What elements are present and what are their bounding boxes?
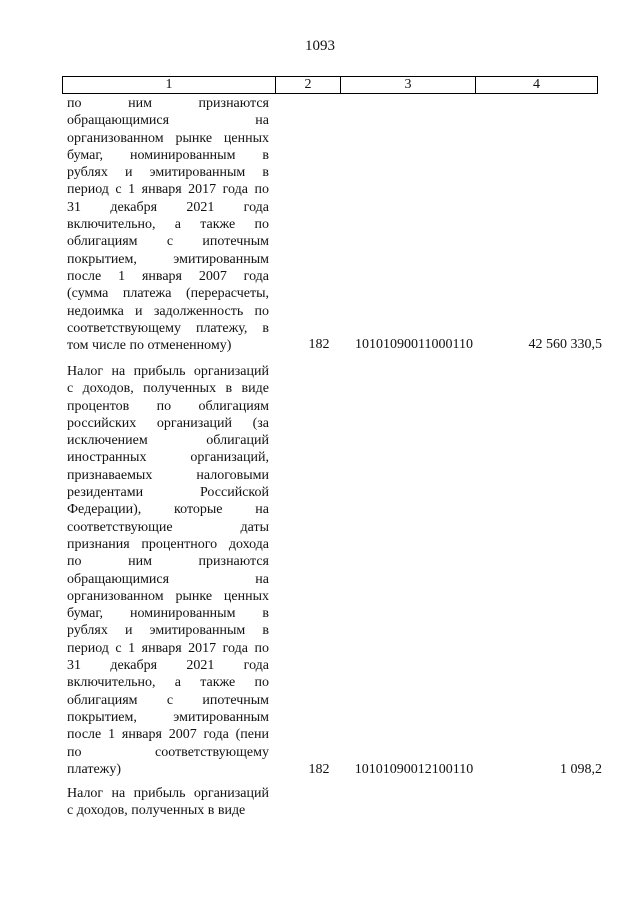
description-line: период с 1 января 2017 года по: [67, 182, 269, 198]
description-line: организованном рынке ценных: [67, 588, 269, 604]
description-line: рублях и эмитированным в: [67, 165, 269, 181]
description-line: Налог на прибыль организаций: [67, 786, 269, 801]
description-line: облигациям с ипотечным: [67, 692, 269, 708]
description-line: соответствующему платежу, в: [67, 320, 269, 336]
amount: 1 098,2: [560, 762, 602, 777]
description-line: платежу): [67, 761, 121, 777]
description-line: рублях и эмитированным в: [67, 623, 269, 639]
page-number: 1093: [305, 38, 335, 54]
description-line: 31 декабря 2021 года: [67, 199, 269, 215]
description-line: российских организаций (за: [67, 415, 269, 431]
description-line: покрытием, эмитированным: [67, 709, 269, 725]
description-line: признаваемых налоговыми: [67, 467, 269, 483]
description-line: (сумма платежа (перерасчеты,: [67, 286, 269, 302]
kbk-code: 10101090012100110: [354, 762, 474, 777]
description-line: облигациям с ипотечным: [67, 234, 269, 250]
description-line: включительно, а также по: [67, 675, 269, 691]
description-line: бумаг, номинированным в: [67, 606, 269, 622]
description-line: резидентами Российской: [67, 485, 269, 501]
description-line: по ним признаются: [67, 554, 269, 570]
description-line: с доходов, полученных в виде: [67, 803, 246, 819]
description-line: обращающимися на: [67, 571, 269, 587]
description-line: бумаг, номинированным в: [67, 147, 269, 163]
column-header-2: 2: [275, 77, 340, 93]
description-line: том числе по отмененному): [67, 338, 232, 354]
description-line: иностранных организаций,: [67, 450, 269, 466]
kbk-code: 10101090011000110: [355, 337, 473, 352]
description-line: после 1 января 2007 года (пени: [67, 727, 269, 743]
row-description: [67, 95, 269, 354]
description-line: по соответствующему: [67, 744, 269, 760]
admin-code: 182: [308, 762, 330, 777]
description-line: покрытием, эмитированным: [67, 251, 269, 267]
column-header-1: 1: [165, 77, 173, 92]
description-line: период с 1 января 2017 года по: [67, 640, 269, 656]
description-line: Налог на прибыль организаций: [67, 364, 269, 379]
table-row: [67, 95, 602, 354]
amount: 42 560 330,5: [528, 337, 602, 352]
description-line: с доходов, полученных в виде: [67, 381, 269, 397]
description-line: организованном рынке ценных: [67, 130, 269, 146]
table-row: [67, 363, 602, 778]
description-line: признания процентного дохода: [67, 536, 269, 552]
description-line: Федерации), которые на: [67, 502, 269, 518]
description-line: 31 декабря 2021 года: [67, 658, 269, 674]
table-row: [67, 785, 602, 820]
description-line: по ним признаются: [67, 96, 269, 111]
column-header-4: 4: [475, 77, 597, 93]
row-description: [67, 785, 269, 820]
description-line: после 1 января 2007 года: [67, 268, 269, 284]
description-line: недоимка и задолженность по: [67, 303, 269, 319]
description-line: соответствующие даты: [67, 519, 269, 535]
description-line: исключением облигаций: [67, 433, 269, 449]
description-line: процентов по облигациям: [67, 398, 269, 414]
admin-code: 182: [308, 337, 330, 352]
description-line: включительно, а также по: [67, 217, 269, 233]
table-header: [62, 76, 598, 94]
description-line: обращающимися на: [67, 113, 269, 129]
column-header-3: 3: [340, 77, 475, 93]
row-description: [67, 363, 269, 778]
